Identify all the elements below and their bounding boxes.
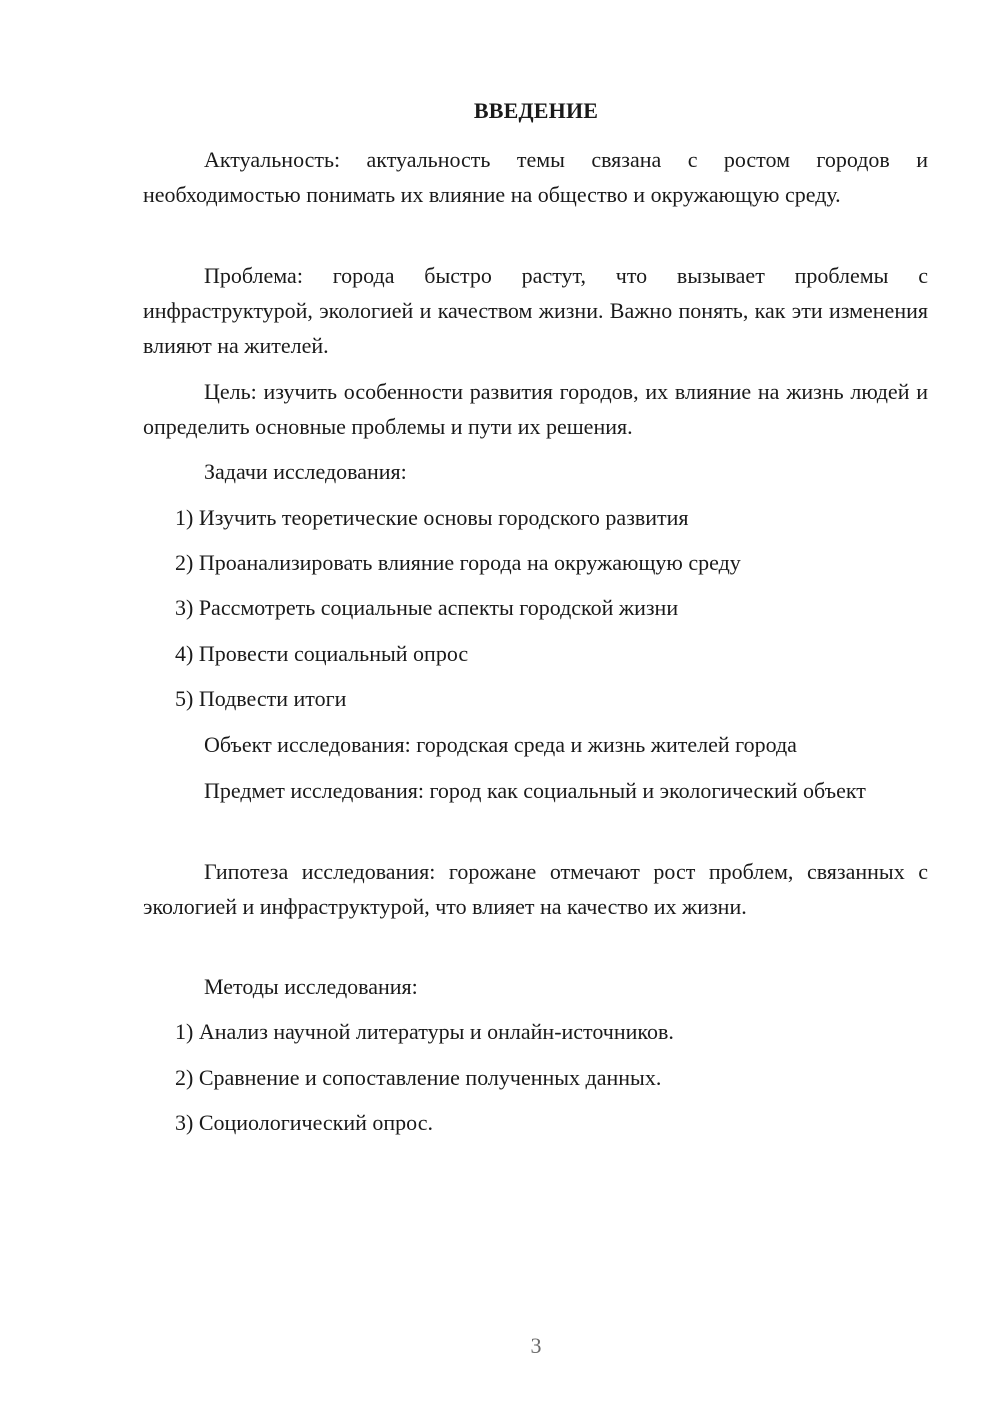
problem-paragraph: Проблема: города быстро растут, что вызывает проблемы с инфраструктурой, экологией и качеством жизни. Важно понять, как эти изменения влияют на жителей. <box>143 263 928 358</box>
task-item: 4) Провести социальный опрос <box>175 641 469 666</box>
task-item: 5) Подвести итоги <box>175 686 347 711</box>
goal-paragraph: Цель: изучить особенности развития городов, их влияние на жизнь людей и определить основные проблемы и пути их решения. <box>143 379 928 439</box>
method-item: 3) Социологический опрос. <box>175 1110 433 1135</box>
method-item: 1) Анализ научной литературы и онлайн-источников. <box>175 1019 674 1044</box>
tasks-heading: Задачи исследования: <box>204 459 407 484</box>
relevance-paragraph: Актуальность: актуальность темы связана с ростом городов и необходимостью понимать их влияние на общество и окружающую среду. <box>143 147 928 207</box>
methods-heading: Методы исследования: <box>204 974 418 999</box>
object-paragraph: Объект исследования: городская среда и жизнь жителей города <box>204 732 797 757</box>
task-item: 3) Рассмотреть социальные аспекты городской жизни <box>175 595 679 620</box>
page-number: 3 <box>530 1333 542 1358</box>
section-title: ВВЕДЕНИЕ <box>473 98 599 123</box>
subject-paragraph: Предмет исследования: город как социальный и экологический объект <box>204 778 866 803</box>
hypothesis-paragraph: Гипотеза исследования: горожане отмечают рост проблем, связанных с экологией и инфраструктурой, что влияет на качество их жизни. <box>143 859 928 919</box>
task-item: 1) Изучить теоретические основы городского развития <box>175 505 689 530</box>
method-item: 2) Сравнение и сопоставление полученных данных. <box>175 1065 662 1090</box>
task-item: 2) Проанализировать влияние города на окружающую среду <box>175 550 741 575</box>
